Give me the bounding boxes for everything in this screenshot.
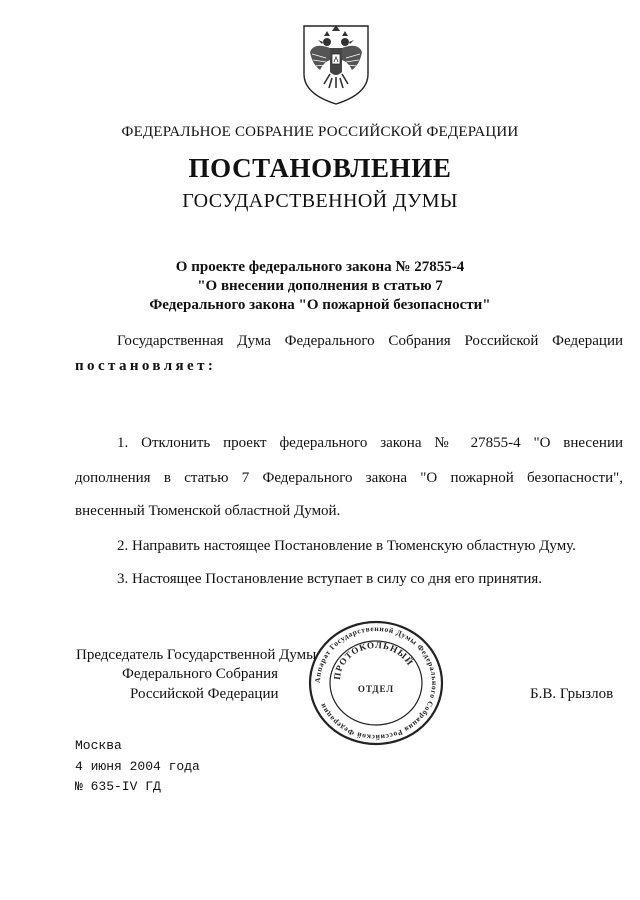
svg-text:Аппарат Государственной Думы Ф: Аппарат Государственной Думы Федерального Собрания Российской Федерации: [312, 623, 440, 743]
item-3: 3. Настоящее Постановление вступает в силу со дня его принятия.: [117, 571, 543, 587]
subject-line: "О внесении дополнения в статью 7: [197, 278, 443, 294]
item-1-line: дополнения в статью 7 Федерального закона "О пожарной безопасности",: [75, 470, 623, 486]
document-number: № 635-IV ГД: [75, 779, 161, 794]
organization-name: ФЕДЕРАЛЬНОЕ СОБРАНИЕ РОССИЙСКОЙ ФЕДЕРАЦИИ: [121, 124, 519, 140]
document-title: ПОСТАНОВЛЕНИЕ: [188, 153, 452, 183]
signatory-position-line: Председатель Государственной Думы: [76, 647, 317, 663]
item-1-line: 1. Отклонить проект федерального закона № 27855-4 "О внесении: [117, 435, 623, 451]
item-1-line: внесенный Тюменской областной Думой.: [75, 503, 341, 519]
svg-text:ПРОТОКОЛЬНЫЙ: ПРОТОКОЛЬНЫЙ: [331, 639, 416, 681]
document-subtitle: ГОСУДАРСТВЕННОЙ ДУМЫ: [182, 190, 458, 212]
subject-line: Федерального закона "О пожарной безопасности": [149, 297, 491, 313]
item-2: 2. Направить настоящее Постановление в Тюменскую областную Думу.: [117, 538, 576, 554]
official-round-seal-icon: [306, 618, 446, 748]
preamble-resolves: постановляет:: [75, 358, 217, 374]
signatory-position-line: Федерального Собрания: [122, 666, 279, 682]
preamble-line: Государственная Дума Федерального Собрания Российской Федерации: [117, 333, 623, 349]
svg-text:ОТДЕЛ: ОТДЕЛ: [357, 684, 395, 694]
date: 4 июня 2004 года: [75, 759, 200, 774]
russian-coat-of-arms-icon: [300, 22, 372, 106]
signatory-name: Б.В. Грызлов: [530, 686, 614, 702]
city: Москва: [75, 738, 122, 753]
document-subject: [0, 258, 640, 315]
subject-line: О проекте федерального закона № 27855-4: [175, 259, 465, 275]
signatory-position-line: Российской Федерации: [130, 686, 279, 702]
